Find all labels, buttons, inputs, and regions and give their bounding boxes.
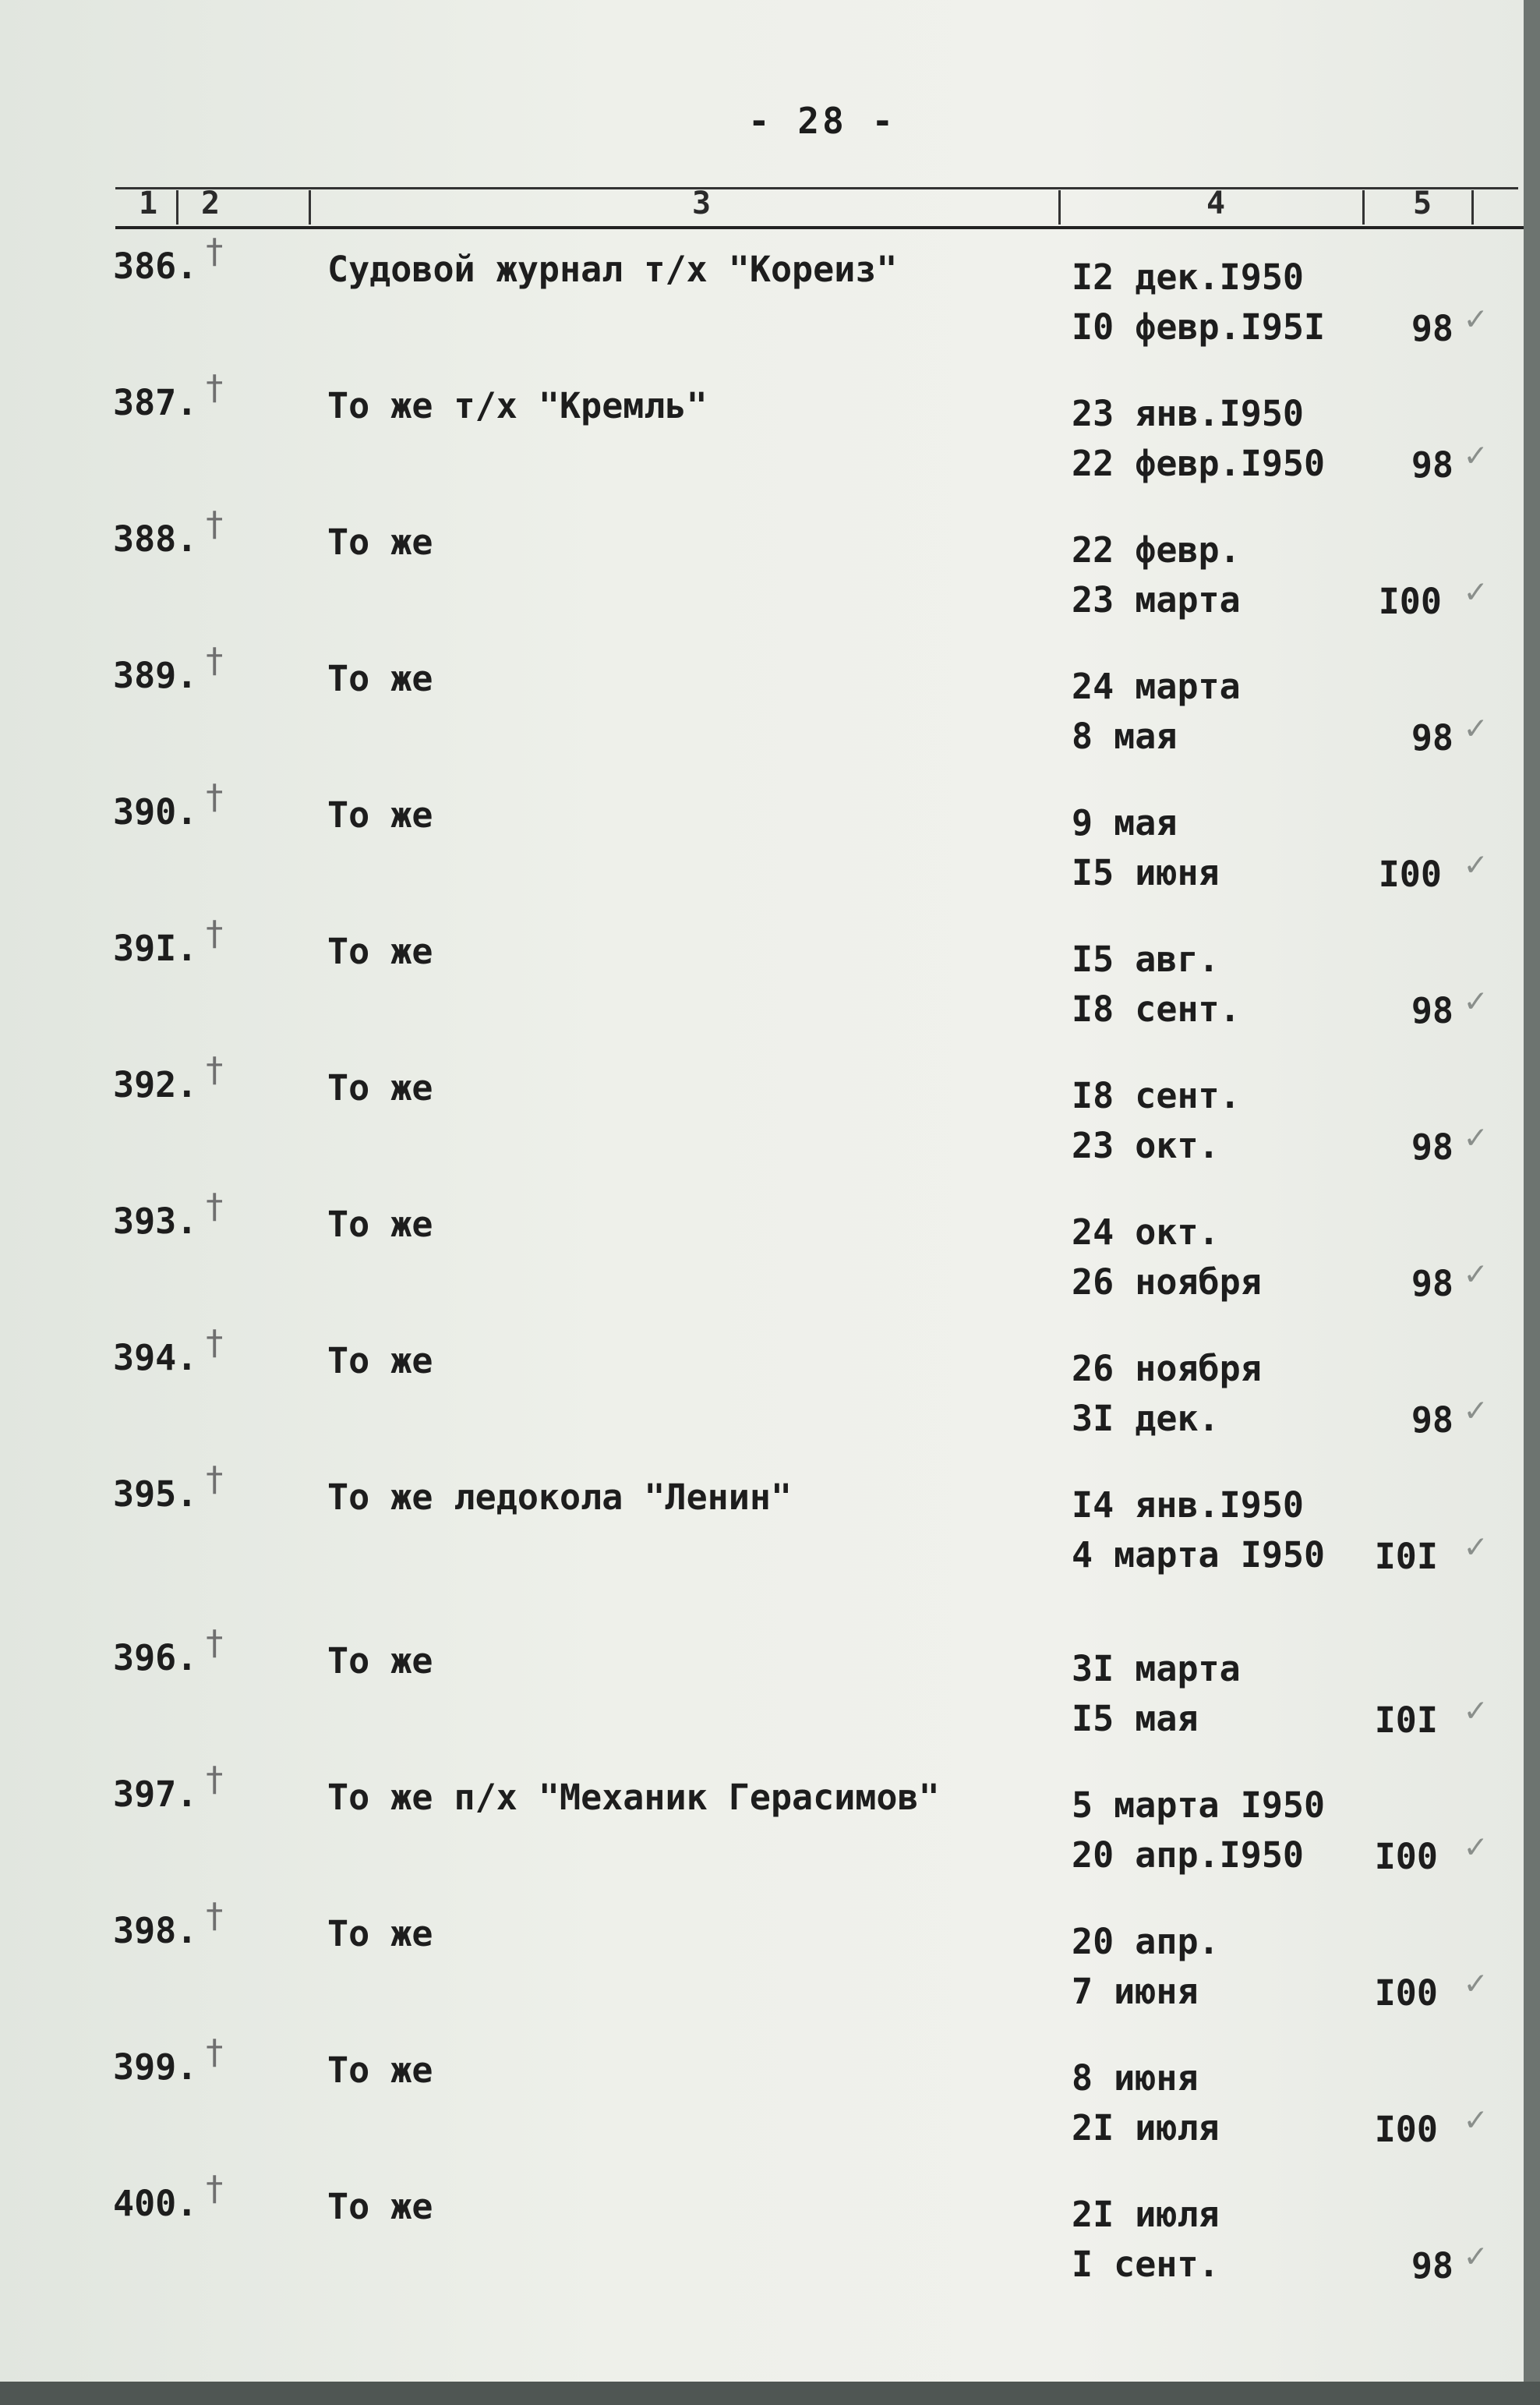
date-start: 24 марта <box>1072 666 1241 707</box>
entry-number: 388. <box>113 518 198 560</box>
table-row <box>0 914 1528 1060</box>
table-row <box>0 368 1528 515</box>
table-row <box>0 1760 1528 1906</box>
table-row <box>0 1459 1528 1606</box>
pencil-tick-icon: † <box>204 641 225 681</box>
date-start: I4 янв.I950 <box>1072 1484 1305 1526</box>
entry-title: То же ледокола "Ленин" <box>327 1477 793 1518</box>
entry-number: 39I. <box>113 928 198 969</box>
check-mark-icon: ✓ <box>1465 844 1486 884</box>
sheet-count: 98 <box>1411 990 1453 1031</box>
pencil-tick-icon: † <box>204 1760 225 1799</box>
date-start: 26 ноября <box>1072 1348 1262 1389</box>
entry-number: 399. <box>113 2046 198 2088</box>
header-col-4: 4 <box>1206 186 1226 221</box>
entry-number: 390. <box>113 791 198 833</box>
check-mark-icon: ✓ <box>1465 2236 1486 2276</box>
entry-number: 389. <box>113 655 198 696</box>
table-row <box>0 2169 1528 2315</box>
entry-number: 400. <box>113 2183 198 2224</box>
entry-title: То же <box>327 1067 433 1109</box>
sheet-count: I00 <box>1374 1972 1438 2014</box>
pencil-tick-icon: † <box>204 1623 225 1663</box>
entry-title: То же <box>327 931 433 972</box>
header-separator <box>1058 190 1061 225</box>
check-mark-icon: ✓ <box>1465 2099 1486 2139</box>
header-separator <box>1471 190 1474 225</box>
date-end: I8 сент. <box>1072 989 1241 1030</box>
table-row <box>0 232 1528 378</box>
entry-title: То же <box>327 522 433 563</box>
pencil-tick-icon: † <box>204 1323 225 1363</box>
date-end: 23 марта <box>1072 579 1241 621</box>
header-separator <box>176 190 178 225</box>
check-mark-icon: ✓ <box>1465 1390 1486 1430</box>
pencil-tick-icon: † <box>204 504 225 544</box>
table-row <box>0 1050 1528 1197</box>
table-row <box>0 641 1528 787</box>
date-end: 8 мая <box>1072 716 1178 757</box>
pencil-tick-icon: † <box>204 777 225 817</box>
check-mark-icon: ✓ <box>1465 1690 1486 1730</box>
check-mark-icon: ✓ <box>1465 1254 1486 1293</box>
header-col-1: 1 <box>139 186 158 221</box>
date-end: 26 ноября <box>1072 1261 1262 1303</box>
background-strip <box>0 2382 1540 2405</box>
header-top-rule <box>115 187 1518 189</box>
entry-number: 393. <box>113 1201 198 1242</box>
table-row <box>0 1323 1528 1470</box>
check-mark-icon: ✓ <box>1465 1526 1486 1566</box>
table-row <box>0 1896 1528 2042</box>
pencil-tick-icon: † <box>204 1050 225 1090</box>
entry-title: То же <box>327 1340 433 1381</box>
sheet-count: 98 <box>1411 2245 1453 2287</box>
entry-title: То же <box>327 794 433 836</box>
pencil-tick-icon: † <box>204 1896 225 1936</box>
date-start: I5 авг. <box>1072 939 1220 980</box>
table-header <box>115 178 1526 231</box>
header-bottom-rule <box>115 226 1526 229</box>
sheet-count: 98 <box>1411 1263 1453 1304</box>
pencil-tick-icon: † <box>204 1459 225 1499</box>
date-end: 23 окт. <box>1072 1125 1220 1166</box>
entry-number: 395. <box>113 1473 198 1515</box>
check-mark-icon: ✓ <box>1465 981 1486 1020</box>
date-start: I8 сент. <box>1072 1075 1241 1116</box>
table-row <box>0 1623 1528 1770</box>
date-start: 20 апр. <box>1072 1921 1220 1962</box>
table-row <box>0 777 1528 924</box>
header-col-5: 5 <box>1413 186 1432 221</box>
check-mark-icon: ✓ <box>1465 708 1486 748</box>
pencil-tick-icon: † <box>204 2032 225 2072</box>
entry-number: 396. <box>113 1637 198 1678</box>
sheet-count: 98 <box>1411 717 1453 759</box>
entry-title: То же <box>327 1640 433 1682</box>
sheet-count: 98 <box>1411 444 1453 486</box>
pencil-tick-icon: † <box>204 2169 225 2209</box>
sheet-count: I0I <box>1374 1699 1438 1741</box>
date-start: 2I июля <box>1072 2194 1220 2235</box>
sheet-count: 98 <box>1411 1126 1453 1168</box>
page-number: - 28 - <box>748 100 897 142</box>
date-start: 5 марта I950 <box>1072 1784 1326 1826</box>
check-mark-icon: ✓ <box>1465 1117 1486 1157</box>
date-end: 3I дек. <box>1072 1398 1220 1439</box>
sheet-count: I00 <box>1374 1836 1438 1877</box>
date-start: 22 февр. <box>1072 529 1241 571</box>
header-col-2: 2 <box>201 186 221 221</box>
date-end: 2I июля <box>1072 2107 1220 2149</box>
date-end: I5 мая <box>1072 1698 1199 1739</box>
sheet-count: I0I <box>1374 1536 1438 1577</box>
entry-title: То же т/х "Кремль" <box>327 385 708 426</box>
entry-number: 398. <box>113 1910 198 1951</box>
header-separator <box>309 190 311 225</box>
date-start: 8 июня <box>1072 2057 1199 2099</box>
pencil-tick-icon: † <box>204 1187 225 1226</box>
date-start: 3I марта <box>1072 1648 1241 1689</box>
header-col-3: 3 <box>692 186 712 221</box>
check-mark-icon: ✓ <box>1465 1963 1486 2003</box>
check-mark-icon: ✓ <box>1465 571 1486 611</box>
header-separator <box>1362 190 1365 225</box>
table-row <box>0 1187 1528 1333</box>
date-end: 22 февр.I950 <box>1072 443 1326 484</box>
pencil-tick-icon: † <box>204 914 225 953</box>
entry-title: То же <box>327 658 433 699</box>
sheet-count: 98 <box>1411 1399 1453 1441</box>
entry-title: То же <box>327 1913 433 1954</box>
date-start: 9 мая <box>1072 802 1178 844</box>
next-page-edge <box>1524 0 1540 2405</box>
sheet-count: I00 <box>1378 581 1442 622</box>
pencil-tick-icon: † <box>204 232 225 271</box>
check-mark-icon: ✓ <box>1465 299 1486 338</box>
entry-number: 394. <box>113 1337 198 1378</box>
date-start: 23 янв.I950 <box>1072 393 1305 434</box>
check-mark-icon: ✓ <box>1465 1827 1486 1866</box>
entry-number: 392. <box>113 1064 198 1105</box>
table-row <box>0 2032 1528 2179</box>
table-row <box>0 504 1528 651</box>
entry-title: То же п/х "Механик Герасимов" <box>327 1777 940 1818</box>
date-end: 7 июня <box>1072 1971 1199 2012</box>
entry-number: 386. <box>113 246 198 287</box>
entry-number: 397. <box>113 1774 198 1815</box>
pencil-tick-icon: † <box>204 368 225 408</box>
entry-title: То же <box>327 2050 433 2091</box>
sheet-count: I00 <box>1378 854 1442 895</box>
date-end: I0 февр.I95I <box>1072 306 1326 348</box>
sheet-count: I00 <box>1374 2109 1438 2150</box>
entry-title: Судовой журнал т/х "Кореиз" <box>327 249 898 290</box>
entry-title: То же <box>327 2186 433 2227</box>
date-end: I сент. <box>1072 2244 1220 2285</box>
entry-number: 387. <box>113 382 198 423</box>
sheet-count: 98 <box>1411 308 1453 349</box>
date-start: 24 окт. <box>1072 1211 1220 1253</box>
entry-title: То же <box>327 1204 433 1245</box>
date-start: I2 дек.I950 <box>1072 256 1305 298</box>
date-end: 20 апр.I950 <box>1072 1834 1305 1876</box>
check-mark-icon: ✓ <box>1465 435 1486 475</box>
date-end: I5 июня <box>1072 852 1220 893</box>
date-end: 4 марта I950 <box>1072 1534 1326 1576</box>
